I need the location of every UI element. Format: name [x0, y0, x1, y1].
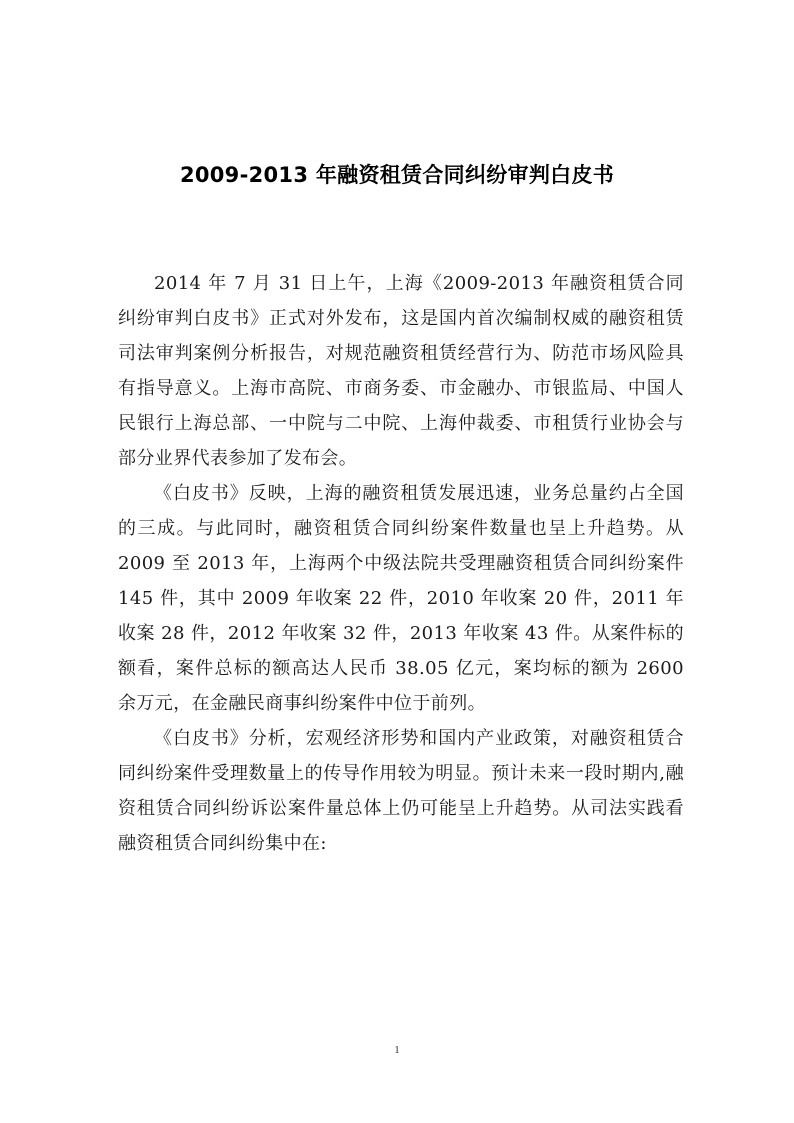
document-title: 2009-2013 年融资租赁合同纠纷审判白皮书 — [179, 163, 615, 188]
paragraph-analysis: 《白皮书》分析，宏观经济形势和国内产业政策，对融资租赁合同纠纷案件受理数量上的传导作用较为明显。预计未来一段时期内,融资租赁合同纠纷诉讼案件量总体上仍可能呈上升趋势。从司法实践看融资租赁合同纠纷集中在: — [118, 728, 684, 854]
page-number: 1 — [394, 1044, 400, 1056]
paragraph-case-statistics: 《白皮书》反映，上海的融资租赁发展迅速，业务总量约占全国的三成。与此同时，融资租赁合同纠纷案件数量也呈上升趋势。从 2009 至 2013 年，上海两个中级法院共受理融资租赁合同纠纷案件 145 件，其中 2009 年收案 22 件，2010 年收案 20 件，2011 年收案 28 件，2012 年收案 32 件，2013 年收案 43 件。从案件标的额看，案件总标的额高达人民币 38.05 亿元，案均标的额为 2600 余万元，在金融民商事纠纷案件中位于前列。 — [118, 483, 684, 714]
paragraph-release-event: 2014 年 7 月 31 日上午，上海《2009-2013 年融资租赁合同纠纷审判白皮书》正式对外发布，这是国内首次编制权威的融资租赁司法审判案例分析报告，对规范融资租赁经营行为、防范市场风险具有指导意义。上海市高院、市商务委、市金融办、市银监局、中国人民银行上海总部、一中院与二中院、上海仲裁委、市租赁行业协会与部分业界代表参加了发布会。 — [118, 273, 684, 469]
document-body — [118, 266, 684, 861]
